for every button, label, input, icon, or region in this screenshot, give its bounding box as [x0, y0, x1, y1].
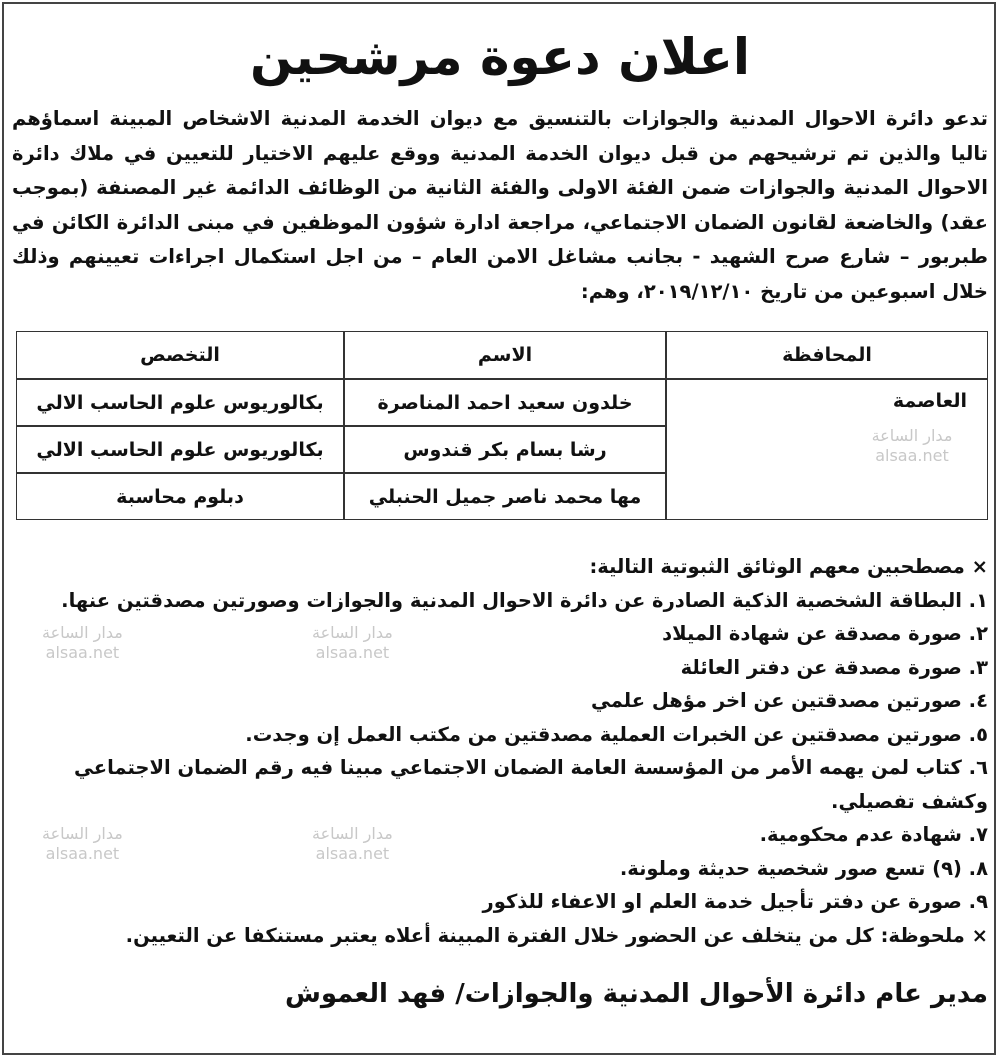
table-header-row [16, 331, 988, 379]
list-item-wrap [12, 818, 988, 863]
watermark [857, 426, 967, 466]
watermark-latin: alsaa.net [315, 844, 390, 863]
header-name: الاسم [344, 331, 666, 379]
note: × ملحوظة: كل من يتخلف عن الحضور خلال الفترة المبينة أعلاه يعتبر مستنكفا عن التعيين. [125, 923, 988, 947]
watermark-latin: alsaa.net [45, 643, 120, 662]
watermark-arabic: مدار الساعة [42, 824, 123, 843]
list-item: ٤. صورتين مصدقتين عن اخر مؤهل علمي [590, 689, 988, 712]
candidates-table [16, 331, 988, 520]
watermark-arabic: مدار الساعة [312, 824, 393, 843]
list-item: ١. البطاقة الشخصية الذكية الصادرة عن دائرة الاحوال المدنية والجوازات وصورتين مصدقتين عنها. [61, 588, 988, 612]
header-governorate: المحافظة [666, 331, 988, 379]
name-cell: مها محمد ناصر جميل الحنبلي [344, 473, 666, 520]
specialty-cell: دبلوم محاسبة [16, 473, 344, 520]
list-item: ٢. صورة مصدقة عن شهادة الميلاد [662, 622, 988, 645]
specialty-cell: بكالوريوس علوم الحاسب الالي [16, 426, 344, 473]
header-specialty: التخصص [16, 331, 344, 379]
list-item: ٩. صورة عن دفتر تأجيل خدمة العلم او الاعفاء للذكور [482, 890, 988, 913]
list-item: ٥. صورتين مصدقتين عن الخبرات العملية مصدقتين من مكتب العمل إن وجدت. [245, 722, 988, 746]
list-item: ٧. شهادة عدم محكومية. [759, 823, 988, 846]
governorate-cell [666, 379, 988, 520]
watermark-latin: alsaa.net [45, 844, 120, 863]
signature: مدير عام دائرة الأحوال المدنية والجوازات/ فهد العموش [284, 979, 988, 1009]
watermark-arabic: مدار الساعة [871, 426, 953, 445]
governorate-value: العاصمة [892, 390, 967, 412]
watermark-arabic: مدار الساعة [42, 623, 123, 642]
list-item: ٦. كتاب لمن يهمه الأمر من المؤسسة العامة الضمان الاجتماعي مبينا فيه رقم الضمان الاجتماعي وكشف تفصيلي. [74, 756, 988, 813]
watermark-latin: alsaa.net [315, 643, 390, 662]
watermark-arabic: مدار الساعة [312, 623, 393, 642]
name-cell: رشا بسام بكر قندوس [344, 426, 666, 473]
name-cell: خلدون سعيد احمد المناصرة [344, 379, 666, 426]
documents-list [12, 550, 988, 952]
announcement [12, 0, 988, 1032]
page-title: اعلان دعوة مرشحين [249, 28, 751, 86]
list-item: ٣. صورة مصدقة عن دفتر العائلة [680, 655, 988, 679]
list-item-wrap [12, 617, 988, 662]
watermark-latin: alsaa.net [875, 446, 949, 465]
table-row [16, 379, 988, 426]
documents-heading: × مصطحبين معهم الوثائق الثبوتية التالية: [589, 555, 988, 578]
list-item: ٨. (٩) تسع صور شخصية حديثة وملونة. [619, 856, 988, 880]
specialty-cell: بكالوريوس علوم الحاسب الالي [16, 379, 344, 426]
intro-paragraph: تدعو دائرة الاحوال المدنية والجوازات بالتنسيق مع ديوان الخدمة المدنية الاشخاص المبينة اسماؤهم تاليا والذين تم ترشيحهم من قبل ديوان الخدمة المدنية ووقع عليهم الاختيار للتعيين في ملاك دائرة الاحوال المدنية والجوازات ضمن الفئة الاولى والفئة الثانية من الوظائف الدائمة غير المصنفة (بموجب عقد) والخاضعة لقانون الضمان الاجتماعي، مراجعة ادارة شؤون الموظفين في مبنى الدائرة الكائن في طبربور – شارع صرح الشهيد - بجانب مشاغل الامن العام – من اجل استكمال اجراءات تعيينهم وذلك خلال اسبوعين من تاريخ ٢٠١٩/١٢/١٠، وهم: [12, 107, 988, 303]
